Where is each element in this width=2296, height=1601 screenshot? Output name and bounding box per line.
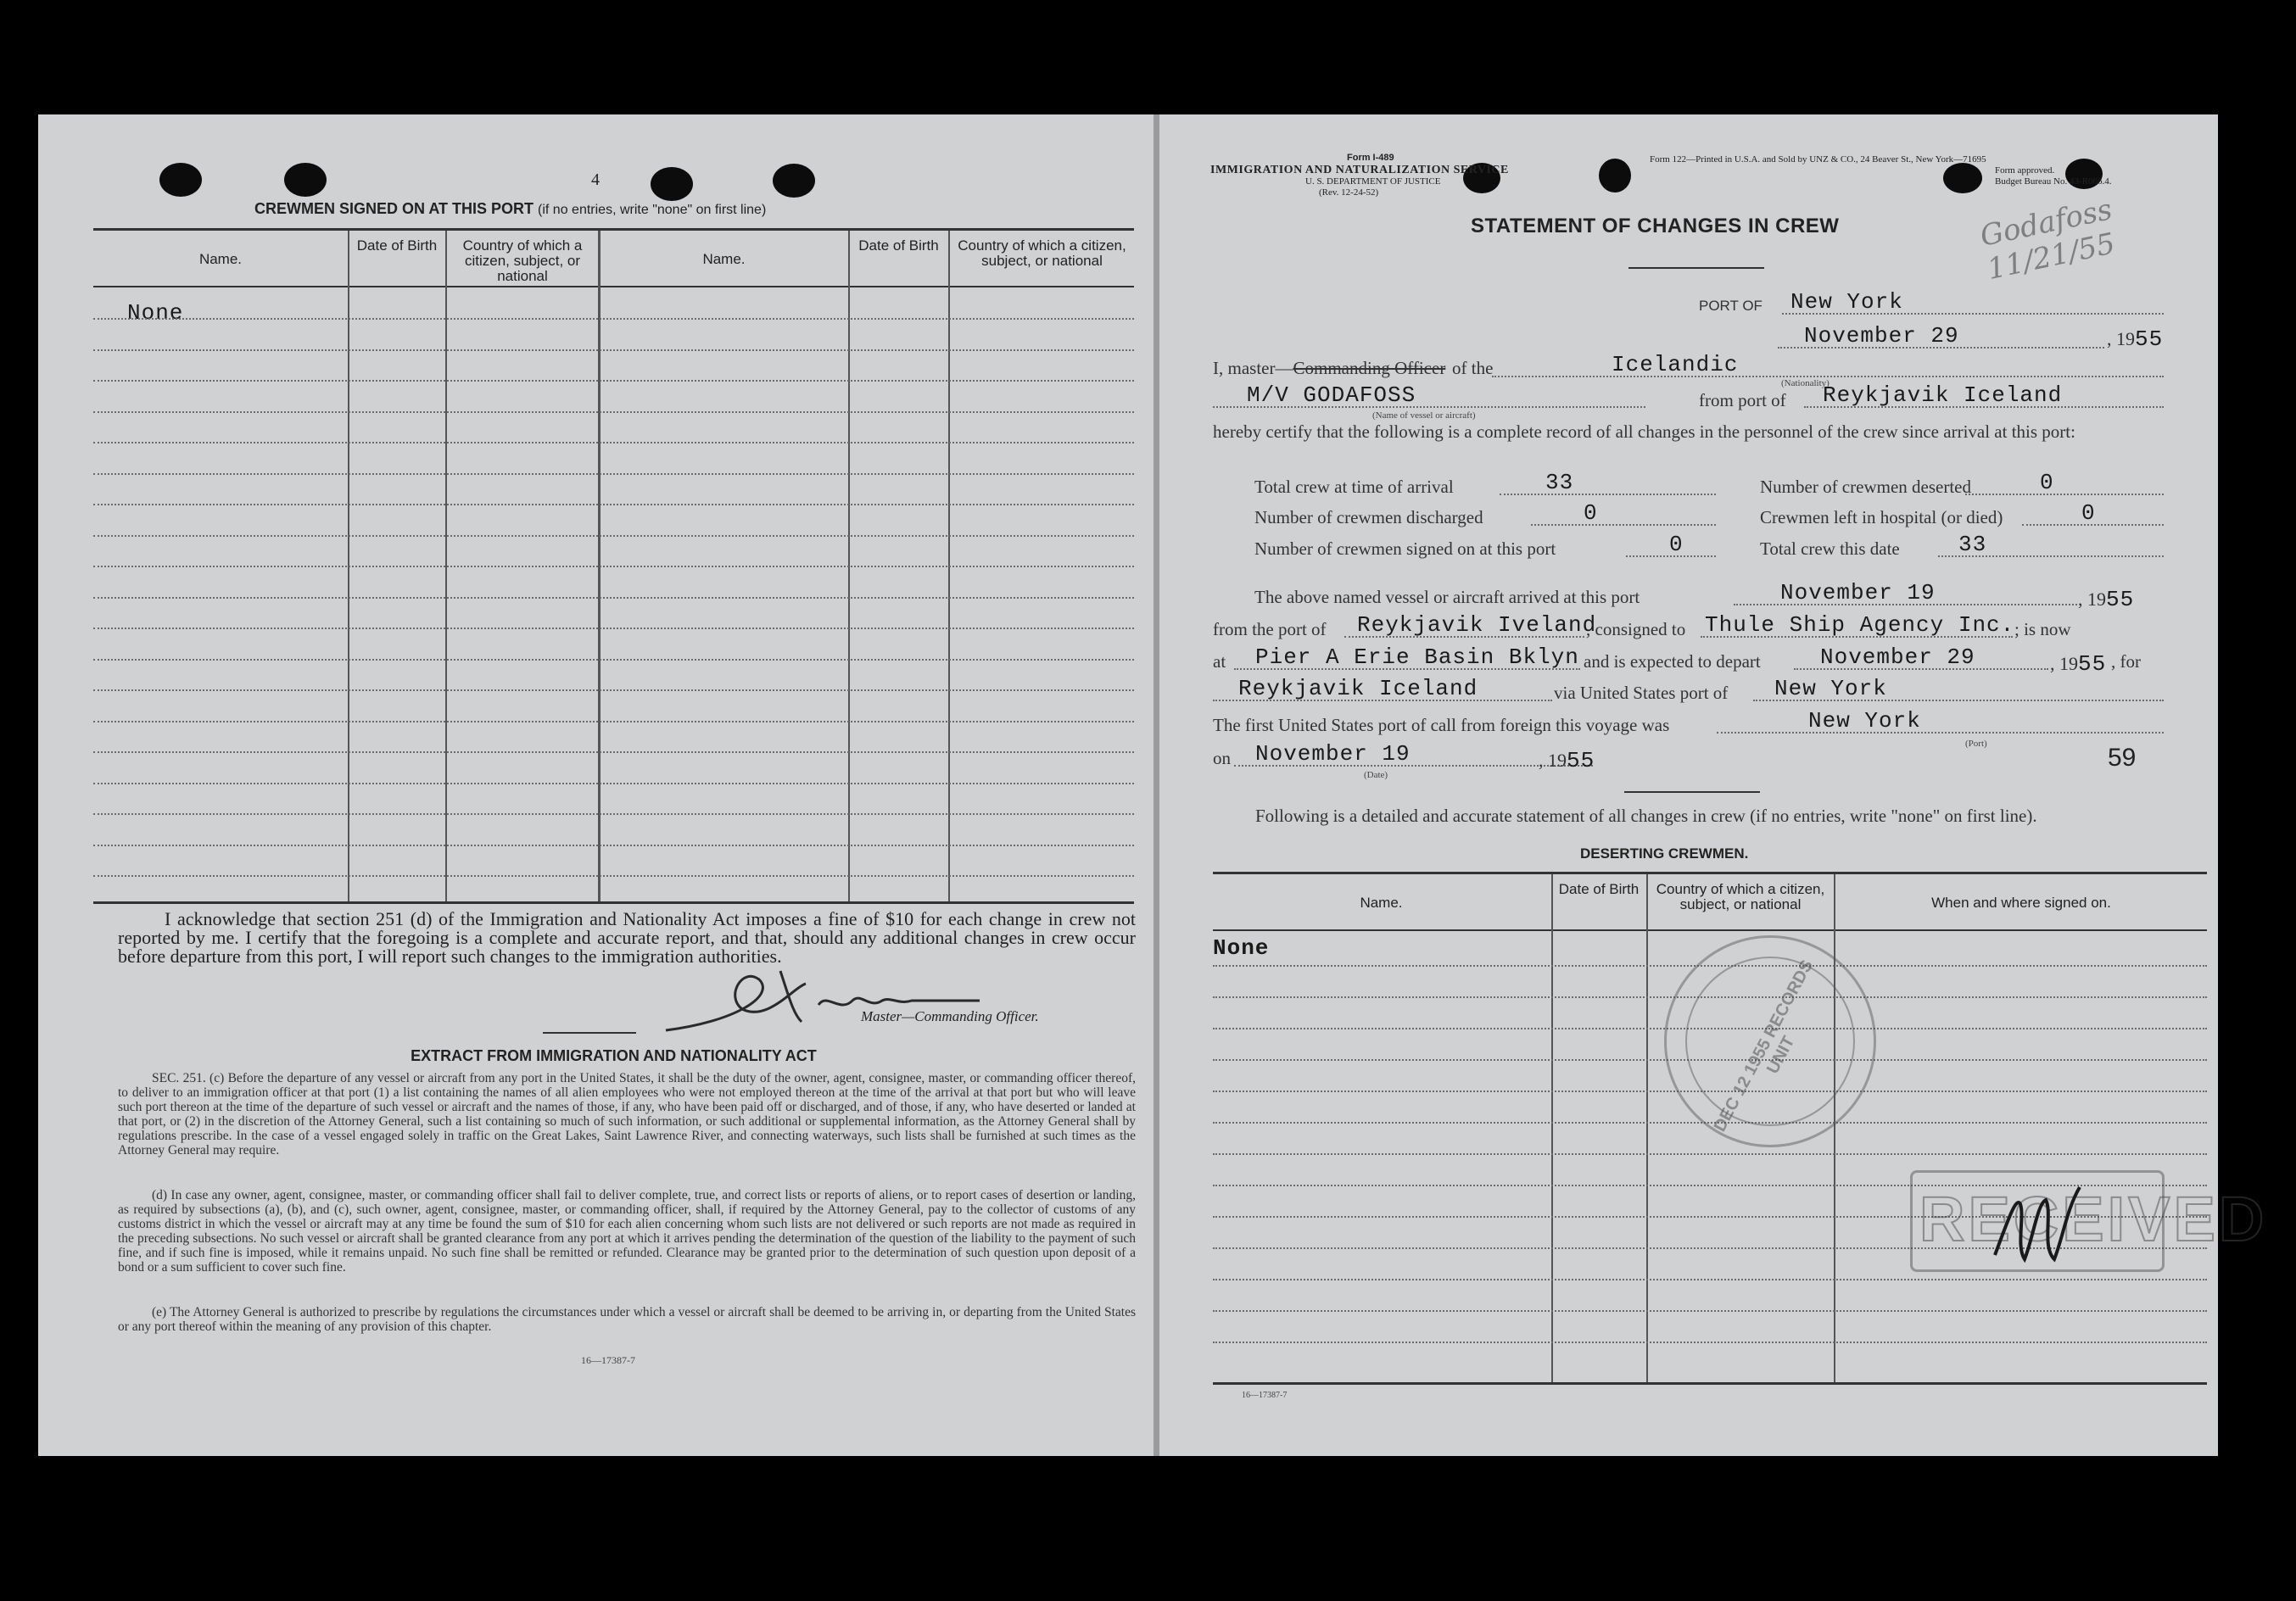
table-row [93,659,1134,661]
from-port-of-label: from the port of [1213,619,1327,639]
table-row [93,442,1134,443]
destination-value: Reykjavik Iceland [1238,676,1478,701]
header-name: Name. [702,251,746,267]
table-row [93,845,1134,846]
table-row [93,875,1134,877]
from-port-label: from port of [1699,390,1786,410]
consigned-label: , consigned to [1586,619,1686,639]
col-divider [1834,874,1835,1382]
title-rule [1628,267,1764,269]
master-signature [632,962,997,1039]
records-unit-stamp: DEC 12 1955 RECORDS UNIT [1664,935,1876,1147]
first-port-label: The first United States port of call from foreign this voyage was [1213,715,1670,735]
nationality-caption: (Nationality) [1781,378,1830,388]
header-when-where: When and where signed on. [1931,895,2111,911]
from-port-value: Reykjavik Iceland [1823,382,2063,408]
table-row [1213,1279,2207,1280]
table-row [93,783,1134,784]
printer-note: Form 122—Printed in U.S.A. and Sold by UNZ & CO., 24 Beaver St., New York—71695 [1650,154,1986,165]
signed-on-value: 0 [1669,532,1684,557]
header-dob: Date of Birth [356,237,438,254]
from-port-of-value: Reykjavik Iveland [1357,612,1597,638]
col-divider [1551,874,1553,1382]
table-row [93,689,1134,691]
extract-section-c: SEC. 251. (c) Before the departure of any vessel or aircraft from any port in the United States, it shall be the duty of the owner, agent, consignee, master, or commanding officer thereof, to deliver to an immigration officer at that port (1) a list containing the names of all alien employees who were not employed thereon at the time of the arrival at that port but who will leave such port thereon at the time of the departure of such vessel or aircraft and the names of those, if any, who have been paid off or discharged, and of those, if any, who have deserted or landed at that port, or (2) in the discretion of the Attorney General, such a list containing so much of such information, or such additional or supplemental information, as the Attorney General shall by regulations prescribe. In the case of a vessel engaged solely in traffic on the Great Lakes, Saint Lawrence River, and connecting waterways, such lists shall be furnished at such times as the Attorney General may require. [118,1071,1136,1158]
first-year: , 1955 [1539,748,1595,773]
col-divider [348,231,349,904]
signature-caption: Master—Commanding Officer. [861,1008,1039,1024]
header-name: Name. [1360,895,1403,911]
form-revision: (Rev. 12-24-52) [1319,187,1379,198]
form-number: Form I-489 [1347,153,1394,163]
port-label: PORT OF [1699,298,1763,314]
table-row [1213,1342,2207,1343]
deserter-entry-none: None [1213,935,1270,961]
table-row [1213,1310,2207,1312]
table-row [93,751,1134,753]
discharged-value: 0 [1584,500,1598,526]
deserted-label: Number of crewmen deserted [1760,477,1971,497]
deserting-table-bottom [1213,1382,2207,1385]
header-dob: Date of Birth [858,237,939,254]
arrived-year: , 1955 [2078,587,2135,612]
first-date-value: November 19 [1255,741,1411,767]
header-name: Name. [198,251,243,267]
hospital-label: Crewmen left in hospital (or died) [1760,507,2003,527]
arrived-label: The above named vessel or aircraft arrived at this port [1254,587,1640,607]
table-row [93,411,1134,413]
consigned-value: Thule Ship Agency Inc. [1705,612,2015,638]
col-divider [848,231,850,904]
table-row [93,349,1134,351]
extract-section-d: (d) In case any owner, agent, consignee, master, or commanding officer shall fail to deliver complete, true, and correct lists or reports of aliens, or to report cases of desertion or landing, as required by subsections (a), (b), and (c), such owner, agent, consignee, master, or commanding officer, shall, if required by the Attorney General, pay to the collector of customs of any customs district in which the vessel or aircraft may at any time be found the sum of $10 for each alien concerning whom such lists are not delivered or such reports are not made as required in the preceding subsections. No such vessel or aircraft shall be granted clearance from any port at which it arrives pending the determination of the question of the liability to the payment of such fine, and if such fine is imposed, while it remains unpaid. No such fine shall be remitted or refunded. Clearance may be granted prior to the determination of such question upon deposit of a bond or a sum sufficient to cover such fine. [118,1188,1136,1275]
table-row [93,504,1134,505]
col-divider [598,231,601,904]
total-today-value: 33 [1958,532,1987,557]
date-caption: (Date) [1364,770,1388,780]
table-row [93,813,1134,815]
extract-title: EXTRACT FROM IMMIGRATION AND NATIONALITY ACT [411,1047,817,1064]
punch-hole [773,164,815,198]
page-gutter [1154,114,1159,1456]
extract-section-e: (e) The Attorney General is authorized to prescribe by regulations the circumstances under which a vessel or aircraft shall be deemed to be arriving in, or departing from the United States or any port thereof within the meaning of any provision of this chapter. [118,1305,1136,1334]
header-country: Country of which a citizen, subject, or national [958,237,1126,269]
for-label: , for [2111,651,2141,672]
table-top-rule [93,228,1134,231]
received-stamp: RECEIVED [1910,1170,2165,1272]
form-approved: Form approved. [1995,165,2055,176]
initials-mark [1986,1179,2088,1272]
deserting-table-header-rule [1213,929,2207,931]
port-value: New York [1790,289,1903,315]
left-page [38,114,1154,1456]
table-row [93,721,1134,722]
deserted-value: 0 [2040,470,2054,495]
form-title: STATEMENT OF CHANGES IN CREW [1471,215,1840,237]
via-label: via United States port of [1554,683,1729,703]
vessel-name-value: M/V GODAFOSS [1247,382,1416,408]
table-row [93,380,1134,382]
punch-hole [651,167,693,201]
depart-date-value: November 29 [1820,644,1975,670]
on-label: on [1213,748,1231,768]
header-country: Country of which a citizen, subject, or national [1656,881,1825,912]
certify-text: hereby certify that the following is a complete record of all changes in the personnel of the crew since arrival at this port: [1213,421,2075,442]
hospital-value: 0 [2081,500,2096,526]
nationality-value: Icelandic [1612,352,1739,377]
expected-label: and is expected to depart [1584,651,1761,672]
table-title: CREWMEN SIGNED ON AT THIS PORT (if no entries, write "none" on first line) [254,200,767,217]
table-row [93,628,1134,629]
header-country: Country of which a citizen, subject, or national [462,237,583,284]
is-now-label: ; is now [2014,619,2071,639]
footer-code: 16—17387-7 [581,1354,635,1366]
deserting-table-top [1213,872,2207,874]
via-port-value: New York [1774,676,1887,701]
agency-name: IMMIGRATION AND NATURALIZATION SERVICE [1210,164,1509,176]
discharged-label: Number of crewmen discharged [1254,507,1483,527]
of-the-label: of the [1452,358,1494,378]
year-label: , 1955 [2107,326,2164,352]
punch-hole [284,163,327,197]
budget-bureau: Budget Bureau No. 43-R066.4. [1995,176,2112,187]
department-name: U. S. DEPARTMENT OF JUSTICE [1305,176,1441,187]
master-label: I, master—Commanding Officer [1213,358,1446,378]
col-divider [445,231,447,904]
punch-hole [1599,159,1631,192]
table-row [93,473,1134,475]
col-divider [1646,874,1648,1382]
total-crew-arrival-label: Total crew at time of arrival [1254,477,1454,497]
punch-hole [159,163,202,197]
date-value: November 29 [1804,323,1959,349]
section-rule [1624,791,1760,793]
footer-code: 16—17387-7 [1242,1391,1288,1400]
signature-rule [543,1032,636,1034]
table-row [93,566,1134,567]
page-number: 4 [591,170,600,189]
acknowledgment-text: I acknowledge that section 251 (d) of the Immigration and Nationality Act imposes a fine of $10 for each change in crew not reported by me. I certify that the foregoing is a complete and accurate report, and that, should any additional changes in crew occur before departure from this port, I will report such changes to the immigration authorities. [118,908,1136,967]
depart-year: , 1955 [2050,651,2107,677]
total-today-label: Total crew this date [1760,538,1900,559]
handwritten-number: 59 [2108,744,2137,772]
crew-entry-none: None [127,300,184,326]
table-row [1213,1153,2207,1155]
table-row [93,535,1134,537]
signed-on-label: Number of crewmen signed on at this port [1254,538,1556,559]
right-page [1159,114,2268,1456]
arrived-date-value: November 19 [1780,580,1936,605]
deserting-title: DESERTING CREWMEN. [1580,845,1749,862]
port-caption: (Port) [1965,739,1987,749]
table-bottom-rule [93,901,1134,904]
col-divider [948,231,950,904]
handwritten-note: Godafoss 11/21/55 [1977,192,2119,287]
punch-hole [1943,163,1982,193]
following-text: Following is a detailed and accurate statement of all changes in crew (if no entries, write "none" on first line). [1255,806,2037,826]
table-row [93,318,1134,320]
at-label: at [1213,651,1226,672]
first-port-value: New York [1808,708,1921,734]
location-value: Pier A Erie Basin Bklyn [1255,644,1579,670]
table-row [93,597,1134,599]
table-header-rule [93,286,1134,287]
total-crew-arrival-value: 33 [1545,470,1574,495]
vessel-caption: (Name of vessel or aircraft) [1372,410,1476,421]
header-dob: Date of Birth [1558,881,1640,897]
